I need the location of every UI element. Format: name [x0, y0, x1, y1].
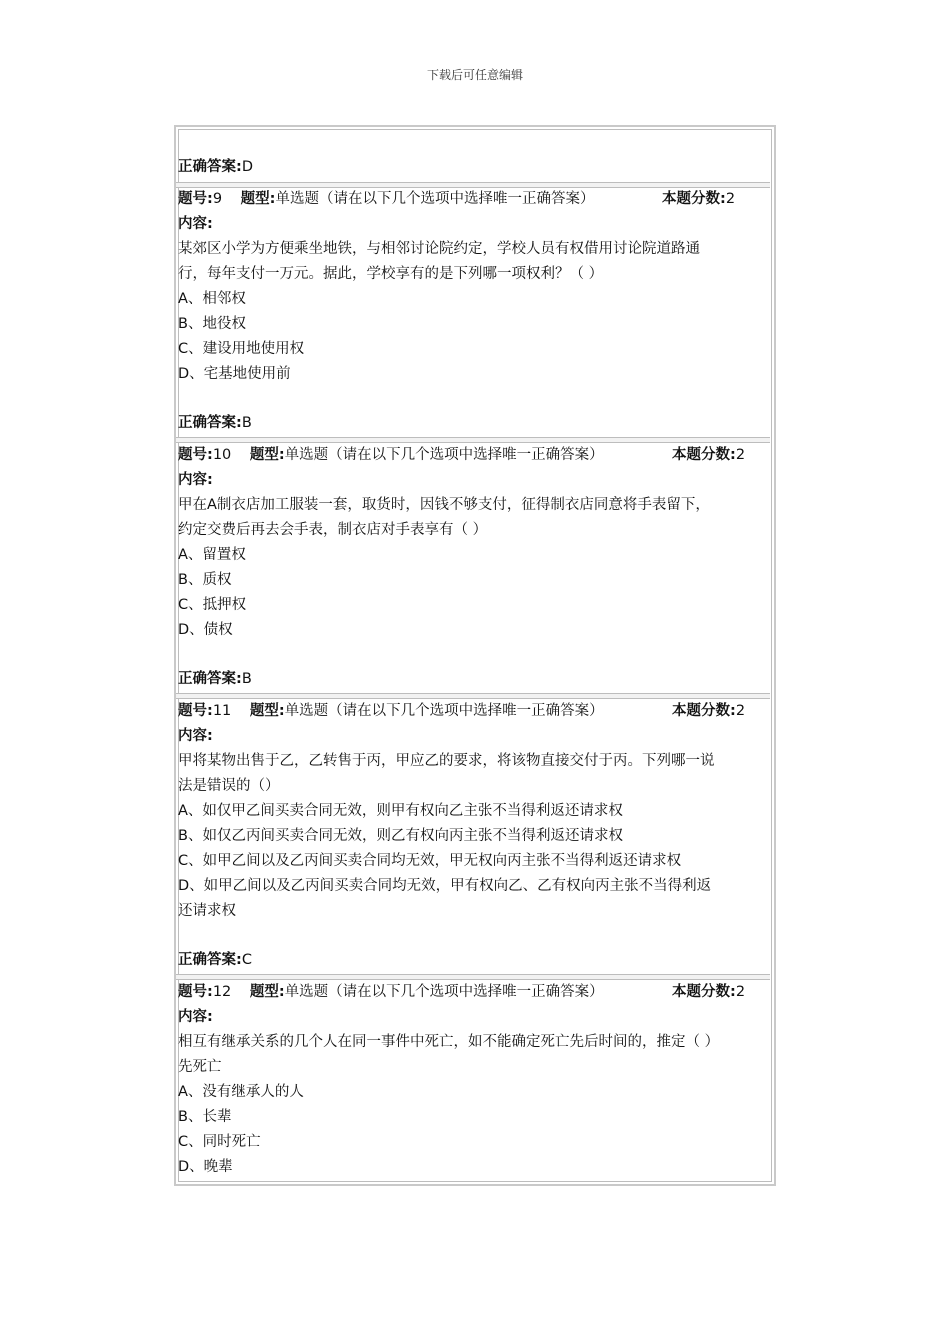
- q9-score: [662, 187, 735, 212]
- q11-header: 题号:11 题型:单选题（请在以下几个选项中选择唯一正确答案）: [178, 703, 604, 719]
- q10-type: 单选题（请在以下几个选项中选择唯一正确答案）: [284, 447, 604, 463]
- q9-option-c: C、建设用地使用权: [178, 341, 305, 357]
- q11-content-line-2: 法是错误的（）: [178, 778, 280, 794]
- q9-option-d: D、宅基地使用前: [178, 366, 291, 382]
- q9-answer: B: [241, 415, 252, 431]
- q10-score: 本题分数:2: [672, 447, 746, 463]
- q12-score: 本题分数:2: [672, 984, 746, 1000]
- q12-content-line-2: 先死亡: [178, 1059, 222, 1075]
- q11-number: 11: [212, 703, 232, 719]
- type-label: 题型:: [240, 191, 276, 207]
- q12-content-label: 内容:: [178, 1009, 213, 1025]
- q10-option-a: A、留置权: [178, 547, 246, 563]
- number-label: 题号:: [178, 191, 213, 207]
- q11-content-line-1: 甲将某物出售于乙，乙转售于丙，甲应乙的要求，将该物直接交付于丙。下列哪一说: [178, 753, 715, 769]
- q9-header: [178, 187, 594, 212]
- q12-option-a: A、没有继承人的人: [178, 1084, 304, 1100]
- q11-score-value: 2: [735, 703, 746, 719]
- q12-option-d: D、晚辈: [178, 1159, 233, 1175]
- q10-option-c: C、抵押权: [178, 597, 247, 613]
- q11-option-d-continued: 还请求权: [178, 903, 236, 919]
- q10-content-line-1: 甲在A制衣店加工服装一套，取货时，因钱不够支付，征得制衣店同意将手表留下，: [178, 497, 710, 513]
- q10-option-d: D、债权: [178, 622, 233, 638]
- score-label: 本题分数:: [662, 191, 726, 207]
- q10-answer: B: [241, 671, 252, 687]
- answer-label: 正确答案:: [178, 159, 242, 175]
- q12-option-b: B、长辈: [178, 1109, 232, 1125]
- q12-header: 题号:12 题型:单选题（请在以下几个选项中选择唯一正确答案）: [178, 984, 604, 1000]
- q11-option-d: D、如甲乙间以及乙丙间买卖合同均无效，甲有权向乙、乙有权向丙主张不当得利返: [178, 878, 712, 894]
- q11-option-c: C、如甲乙间以及乙丙间买卖合同均无效，甲无权向丙主张不当得利返还请求权: [178, 853, 682, 869]
- q10-option-b: B、质权: [178, 572, 232, 588]
- q8-answer-line: [178, 155, 253, 180]
- q12-number: 12: [212, 984, 232, 1000]
- q12-option-c: C、同时死亡: [178, 1134, 261, 1150]
- q10-content-line-2: 约定交费后再去会手表，制衣店对手表享有（ ）: [178, 522, 488, 538]
- q11-content-label: 内容:: [178, 728, 213, 744]
- q12-content-line-1: 相互有继承关系的几个人在同一事件中死亡，如不能确定死亡先后时间的，推定（ ）: [178, 1034, 720, 1050]
- q11-option-b: B、如仅乙丙间买卖合同无效，则乙有权向丙主张不当得利返还请求权: [178, 828, 623, 844]
- q11-answer: C: [241, 952, 252, 968]
- q9-content-line-1: 某郊区小学为方便乘坐地铁，与相邻讨论院约定，学校人员有权借用讨论院道路通: [178, 241, 700, 257]
- q10-content-label: 内容:: [178, 472, 213, 488]
- q10-answer-line: 正确答案:B: [178, 671, 252, 687]
- q9-answer-line: 正确答案:B: [178, 415, 252, 431]
- q9-type: 单选题（请在以下几个选项中选择唯一正确答案）: [275, 191, 595, 207]
- q11-option-a: A、如仅甲乙间买卖合同无效，则甲有权向乙主张不当得利返还请求权: [178, 803, 623, 819]
- q8-answer: D: [241, 159, 253, 175]
- q9-number: 9: [212, 191, 223, 207]
- q9-option-a: A、相邻权: [178, 291, 246, 307]
- q9-option-b: B、地役权: [178, 316, 246, 332]
- q12-type: 单选题（请在以下几个选项中选择唯一正确答案）: [284, 984, 604, 1000]
- q10-number: 10: [212, 447, 232, 463]
- q10-header: 题号:10 题型:单选题（请在以下几个选项中选择唯一正确答案）: [178, 447, 604, 463]
- q11-type: 单选题（请在以下几个选项中选择唯一正确答案）: [284, 703, 604, 719]
- q10-score-value: 2: [735, 447, 746, 463]
- q11-score: 本题分数:2: [672, 703, 746, 719]
- page-header: 下载后可任意编辑: [426, 68, 523, 82]
- q9-content-label: 内容:: [178, 216, 213, 232]
- q9-content-line-2: 行，每年支付一万元。据此，学校享有的是下列哪一项权利？（ ）: [178, 266, 604, 282]
- q12-score-value: 2: [735, 984, 746, 1000]
- q11-answer-line: 正确答案:C: [178, 952, 252, 968]
- q9-score-value: 2: [725, 191, 736, 207]
